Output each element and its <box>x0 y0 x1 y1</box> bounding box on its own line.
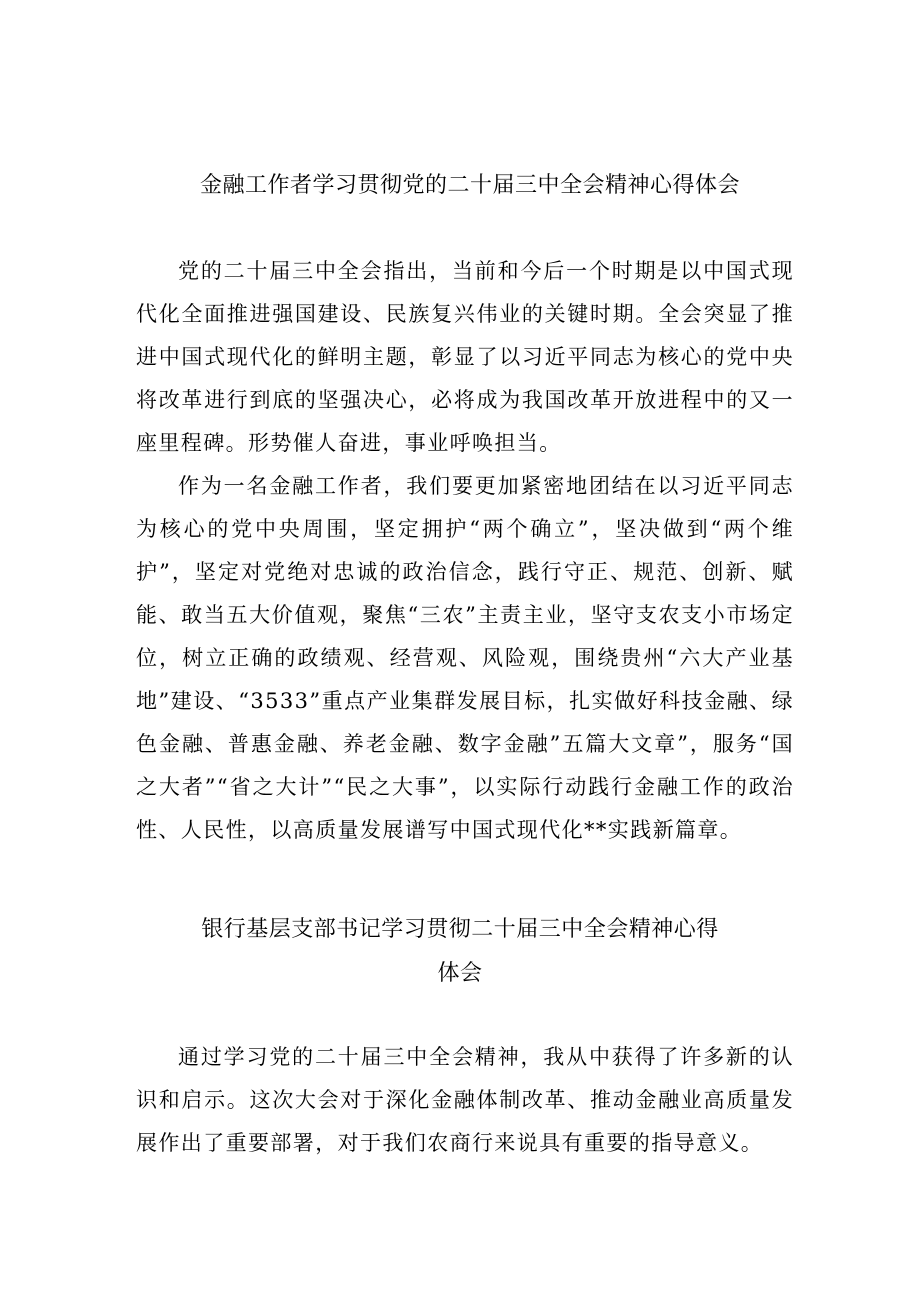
article-2-title-line-1: 银行基层支部书记学习贯彻二十届三中全会精神心得 <box>201 917 719 942</box>
article-1-paragraph-1: 党的二十届三中全会指出，当前和今后一个时期是以中国式现代化全面推进强国建设、民族复兴伟业的关键时期。全会突显了推进中国式现代化的鲜明主题，彰显了以习近平同志为核心的党中央将改革进行到底的坚强决心，必将成为我国改革开放进程中的又一座里程碑。形势催人奋进，事业呼唤担当。 <box>136 259 794 455</box>
article-2-paragraph-1: 通过学习党的二十届三中全会精神，我从中获得了许多新的认识和启示。这次大会对于深化金融体制改革、推动金融业高质量发展作出了重要部署，对于我们农商行来说具有重要的指导意义。 <box>136 1045 794 1155</box>
article-1-paragraph-2: 作为一名金融工作者，我们要更加紧密地团结在以习近平同志为核心的党中央周围，坚定拥护“两个确立”，坚决做到“两个维护”，坚定对党绝对忠诚的政治信念，践行守正、规范、创新、赋能、敢当五大价值观，聚焦“三农”主责主业，坚守支农支小市场定位，树立正确的政绩观、经营观、风险观，围绕贵州“六大产业基地”建设、“3533”重点产业集群发展目标，扎实做好科技金融、绿色金融、普惠金融、养老金融、数字金融”五篇大文章”，服务“国之大者”“省之大计”“民之大事”，以实际行动践行金融工作的政治性、人民性，以高质量发展谱写中国式现代化**实践新篇章。 <box>136 474 794 842</box>
article-2-title-line-2: 体会 <box>437 961 483 986</box>
article-1-title: 金融工作者学习贯彻党的二十届三中全会精神心得体会 <box>199 173 740 198</box>
article-2-title <box>140 908 780 996</box>
